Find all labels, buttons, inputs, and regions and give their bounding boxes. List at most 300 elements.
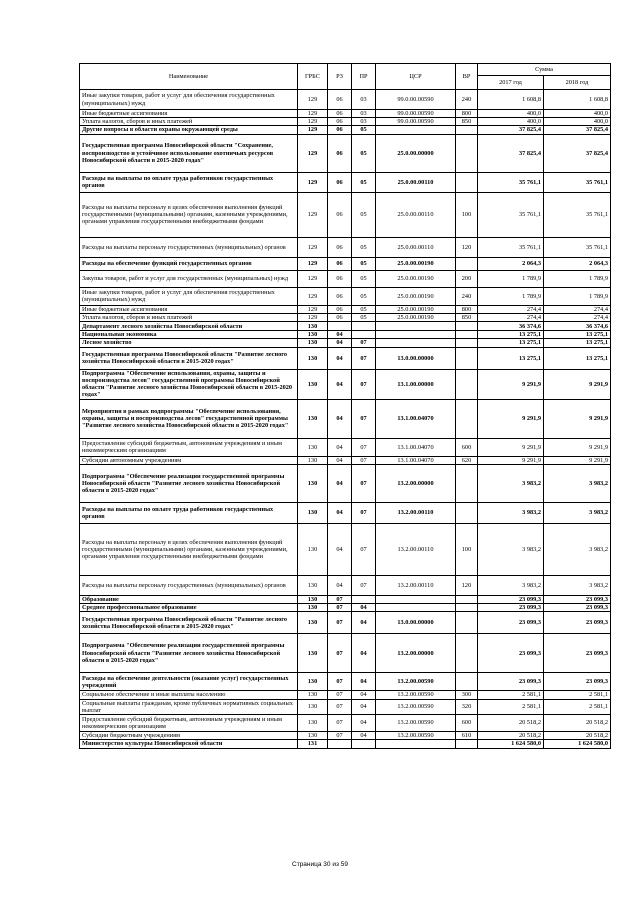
- cell-csr: 25.0.00.00000: [376, 134, 456, 172]
- cell-name: Расходы на обеспечение функций государственных органов: [80, 257, 298, 270]
- cell-2017: 35 761,1: [478, 172, 544, 192]
- cell-2018: 274,4: [544, 305, 611, 313]
- cell-rz: 07: [328, 715, 352, 732]
- cell-2018: 1 624 580,0: [544, 740, 611, 748]
- table-row: [80, 595, 611, 603]
- cell-2017: 13 275,1: [478, 347, 544, 369]
- cell-name: Расходы на выплаты персоналу государственных (муниципальных) органов: [80, 575, 298, 595]
- cell-grbs: 129: [298, 287, 328, 305]
- cell-vr: [456, 347, 478, 369]
- cell-vr: 600: [456, 438, 478, 456]
- cell-pr: 05: [352, 257, 376, 270]
- cell-name: Расходы на выплаты по оплате труда работников государственных органов: [80, 502, 298, 523]
- cell-vr: 120: [456, 575, 478, 595]
- cell-2017: 3 983,2: [478, 502, 544, 523]
- cell-rz: 06: [328, 313, 352, 321]
- cell-name: Департамент лесного хозяйства Новосибирской области: [80, 322, 298, 331]
- cell-rz: 06: [328, 126, 352, 134]
- cell-vr: 300: [456, 691, 478, 699]
- cell-csr: 25.0.00.00190: [376, 270, 456, 287]
- cell-vr: [456, 257, 478, 270]
- cell-csr: [376, 740, 456, 748]
- cell-name: Министерство культуры Новосибирской области: [80, 740, 298, 748]
- cell-grbs: 129: [298, 270, 328, 287]
- table-row: [80, 604, 611, 612]
- cell-csr: 13.1.00.04070: [376, 438, 456, 456]
- cell-csr: 13.2.00.00000: [376, 634, 456, 673]
- header-pr: ПР: [352, 64, 376, 90]
- cell-grbs: 130: [298, 339, 328, 347]
- header-csr: ЦСР: [376, 64, 456, 90]
- cell-pr: 07: [352, 369, 376, 399]
- cell-2017: 23 099,3: [478, 673, 544, 691]
- cell-rz: 06: [328, 192, 352, 237]
- cell-2017: 1 624 580,0: [478, 740, 544, 748]
- cell-grbs: 130: [298, 369, 328, 399]
- cell-name: Субсидии автономным учреждениям: [80, 456, 298, 464]
- cell-rz: 07: [328, 612, 352, 634]
- cell-2017: 3 983,2: [478, 523, 544, 575]
- cell-vr: [456, 399, 478, 438]
- cell-2017: 2 064,3: [478, 257, 544, 270]
- cell-name: Расходы на выплаты персоналу в целях обеспечения выполнения функций государственными (муниципальными) органами, казенными учреждениями, органами управления государственными внебюджетными фондами: [80, 523, 298, 575]
- cell-name: Социальные выплаты гражданам, кроме публичных нормативных социальных выплат: [80, 699, 298, 714]
- cell-name: Предоставление субсидий бюджетным, автономным учреждениям и иным некоммерческим организациям: [80, 438, 298, 456]
- cell-rz: [328, 740, 352, 748]
- cell-2018: 23 099,3: [544, 673, 611, 691]
- cell-vr: [456, 595, 478, 603]
- cell-2018: 23 099,3: [544, 612, 611, 634]
- cell-vr: 850: [456, 313, 478, 321]
- cell-vr: [456, 673, 478, 691]
- cell-2018: 274,4: [544, 313, 611, 321]
- table-row: [80, 732, 611, 740]
- cell-vr: 120: [456, 237, 478, 257]
- table-row: [80, 270, 611, 287]
- table-row: [80, 347, 611, 369]
- cell-rz: 06: [328, 110, 352, 118]
- cell-pr: 07: [352, 339, 376, 347]
- table-row: [80, 305, 611, 313]
- cell-vr: [456, 464, 478, 502]
- cell-2017: 20 518,2: [478, 715, 544, 732]
- cell-name: Иные бюджетные ассигнования: [80, 110, 298, 118]
- cell-csr: 99.0.00.00590: [376, 118, 456, 126]
- cell-grbs: 130: [298, 399, 328, 438]
- cell-vr: [456, 740, 478, 748]
- cell-rz: 07: [328, 634, 352, 673]
- cell-2018: 23 099,3: [544, 604, 611, 612]
- cell-vr: [456, 322, 478, 331]
- cell-2017: 1 789,9: [478, 287, 544, 305]
- cell-rz: 07: [328, 595, 352, 603]
- cell-name: Иные закупки товаров, работ и услуг для обеспечения государственных (муниципальных) нужд: [80, 90, 298, 110]
- cell-pr: 07: [352, 347, 376, 369]
- table-row: [80, 287, 611, 305]
- table-body: [80, 90, 611, 749]
- cell-2018: 3 983,2: [544, 464, 611, 502]
- cell-rz: 07: [328, 699, 352, 714]
- table-row: [80, 438, 611, 456]
- cell-csr: 25.0.00.00110: [376, 172, 456, 192]
- cell-grbs: 129: [298, 126, 328, 134]
- cell-rz: 06: [328, 172, 352, 192]
- cell-csr: 25.0.00.00190: [376, 313, 456, 321]
- cell-vr: 320: [456, 699, 478, 714]
- cell-name: Иные бюджетные ассигнования: [80, 305, 298, 313]
- cell-2018: 37 825,4: [544, 126, 611, 134]
- cell-pr: 05: [352, 192, 376, 237]
- cell-vr: [456, 339, 478, 347]
- cell-rz: 06: [328, 118, 352, 126]
- cell-rz: 06: [328, 237, 352, 257]
- cell-vr: 800: [456, 305, 478, 313]
- header-2018: 2018 год: [544, 76, 611, 90]
- header-sum: Сумма: [478, 64, 611, 76]
- cell-grbs: 130: [298, 595, 328, 603]
- header-name: Наименование: [80, 64, 298, 90]
- cell-2017: 37 825,4: [478, 126, 544, 134]
- cell-vr: 800: [456, 110, 478, 118]
- cell-grbs: 130: [298, 634, 328, 673]
- cell-2017: 1 608,8: [478, 90, 544, 110]
- cell-2018: 1 789,9: [544, 270, 611, 287]
- cell-2018: 3 983,2: [544, 523, 611, 575]
- cell-grbs: 130: [298, 715, 328, 732]
- cell-rz: 07: [328, 691, 352, 699]
- cell-pr: 04: [352, 604, 376, 612]
- cell-2018: 20 518,2: [544, 715, 611, 732]
- cell-rz: 04: [328, 456, 352, 464]
- cell-vr: [456, 612, 478, 634]
- table-row: [80, 523, 611, 575]
- cell-2018: 35 761,1: [544, 237, 611, 257]
- cell-grbs: 129: [298, 110, 328, 118]
- header-grbs: ГРБС: [298, 64, 328, 90]
- cell-grbs: 130: [298, 456, 328, 464]
- cell-pr: 07: [352, 464, 376, 502]
- cell-2018: 2 581,1: [544, 699, 611, 714]
- cell-2018: 13 275,1: [544, 339, 611, 347]
- table-row: [80, 192, 611, 237]
- cell-2018: 35 761,1: [544, 172, 611, 192]
- cell-2018: 2 581,1: [544, 691, 611, 699]
- cell-vr: 600: [456, 715, 478, 732]
- cell-pr: 04: [352, 699, 376, 714]
- cell-2018: 13 275,1: [544, 347, 611, 369]
- cell-2018: 20 518,2: [544, 732, 611, 740]
- cell-rz: 04: [328, 347, 352, 369]
- cell-name: Подпрограмма "Обеспечение использования, охраны, защиты и воспроизводства лесов" государственной программы Новосибирской области "Развитие лесного хозяйства Новосибирской области в 2015-2020 годах": [80, 369, 298, 399]
- cell-2017: 35 761,1: [478, 192, 544, 237]
- cell-csr: [376, 604, 456, 612]
- cell-vr: 240: [456, 287, 478, 305]
- cell-pr: 05: [352, 305, 376, 313]
- cell-vr: 100: [456, 192, 478, 237]
- cell-2017: 274,4: [478, 305, 544, 313]
- cell-grbs: 129: [298, 134, 328, 172]
- page-number: Страница 30 из 59: [292, 861, 348, 868]
- cell-2017: 13 275,1: [478, 331, 544, 339]
- cell-csr: 99.0.00.00590: [376, 110, 456, 118]
- cell-pr: 07: [352, 502, 376, 523]
- cell-2017: 274,4: [478, 313, 544, 321]
- cell-vr: 240: [456, 90, 478, 110]
- table-row: [80, 257, 611, 270]
- cell-pr: 04: [352, 732, 376, 740]
- cell-pr: 04: [352, 673, 376, 691]
- cell-2017: 9 291,9: [478, 438, 544, 456]
- cell-2018: 2 064,3: [544, 257, 611, 270]
- cell-pr: [352, 331, 376, 339]
- cell-vr: [456, 134, 478, 172]
- cell-2018: 1 608,8: [544, 90, 611, 110]
- cell-name: Расходы на обеспечение деятельности (оказание услуг) государственных учреждений: [80, 673, 298, 691]
- cell-rz: 07: [328, 673, 352, 691]
- cell-rz: 04: [328, 369, 352, 399]
- cell-csr: 99.0.00.00590: [376, 90, 456, 110]
- cell-pr: 05: [352, 287, 376, 305]
- table-row: [80, 237, 611, 257]
- cell-pr: 05: [352, 126, 376, 134]
- cell-rz: 04: [328, 339, 352, 347]
- cell-rz: 04: [328, 438, 352, 456]
- cell-csr: [376, 595, 456, 603]
- cell-2018: 23 099,3: [544, 595, 611, 603]
- cell-pr: 03: [352, 118, 376, 126]
- cell-csr: 25.0.00.00110: [376, 192, 456, 237]
- cell-2017: 3 983,2: [478, 464, 544, 502]
- cell-grbs: 130: [298, 604, 328, 612]
- cell-name: Расходы на выплаты по оплате труда работников государственных органов: [80, 172, 298, 192]
- cell-csr: 13.0.00.00000: [376, 612, 456, 634]
- table-row: [80, 313, 611, 321]
- cell-2017: 400,0: [478, 118, 544, 126]
- cell-rz: 04: [328, 575, 352, 595]
- cell-pr: 07: [352, 523, 376, 575]
- cell-grbs: 129: [298, 118, 328, 126]
- cell-2017: 23 099,3: [478, 604, 544, 612]
- cell-csr: 13.0.00.00000: [376, 347, 456, 369]
- cell-pr: 05: [352, 134, 376, 172]
- cell-csr: 13.1.00.04070: [376, 399, 456, 438]
- cell-csr: [376, 126, 456, 134]
- cell-vr: [456, 172, 478, 192]
- cell-csr: 25.0.00.00190: [376, 305, 456, 313]
- cell-name: Мероприятия в рамках подпрограммы "Обеспечение использования, охраны, защиты и воспроизводства лесов" государственной программы "Развитие лесного хозяйства Новосибирской области в 2015-2020 годах": [80, 399, 298, 438]
- cell-grbs: 130: [298, 575, 328, 595]
- cell-rz: 06: [328, 270, 352, 287]
- cell-rz: 07: [328, 732, 352, 740]
- cell-csr: 13.2.00.00590: [376, 715, 456, 732]
- cell-vr: 200: [456, 270, 478, 287]
- table-row: [80, 673, 611, 691]
- cell-name: Государственная программа Новосибирской области "Сохранение, воспроизводство и устойчивое использование охотничьих ресурсов Новосибирской области в 2015-2020 годах": [80, 134, 298, 172]
- cell-2017: 9 291,9: [478, 456, 544, 464]
- cell-grbs: 129: [298, 192, 328, 237]
- cell-pr: 07: [352, 575, 376, 595]
- cell-2018: 400,0: [544, 110, 611, 118]
- cell-grbs: 130: [298, 523, 328, 575]
- cell-csr: 13.2.00.00590: [376, 673, 456, 691]
- cell-pr: [352, 740, 376, 748]
- cell-vr: 100: [456, 523, 478, 575]
- cell-csr: 13.2.00.00590: [376, 732, 456, 740]
- table-row: [80, 502, 611, 523]
- cell-2017: 23 099,3: [478, 595, 544, 603]
- cell-pr: 03: [352, 110, 376, 118]
- cell-vr: 850: [456, 118, 478, 126]
- cell-grbs: 130: [298, 502, 328, 523]
- cell-2018: 37 825,4: [544, 134, 611, 172]
- cell-2017: 2 581,1: [478, 699, 544, 714]
- cell-csr: 13.2.00.00000: [376, 464, 456, 502]
- cell-grbs: 129: [298, 90, 328, 110]
- cell-grbs: 129: [298, 313, 328, 321]
- cell-name: Расходы на выплаты персоналу в целях обеспечения выполнения функций государственными (муниципальными) органами, казенными учреждениями, органами управления государственными внебюджетными фондами: [80, 192, 298, 237]
- cell-name: Социальное обеспечение и иные выплаты населению: [80, 691, 298, 699]
- cell-name: Субсидии бюджетным учреждениям: [80, 732, 298, 740]
- cell-2018: 3 983,2: [544, 502, 611, 523]
- cell-vr: [456, 369, 478, 399]
- cell-vr: 620: [456, 456, 478, 464]
- cell-2018: 9 291,9: [544, 438, 611, 456]
- cell-name: Закупка товаров, работ и услуг для государственных (муниципальных) нужд: [80, 270, 298, 287]
- cell-grbs: 130: [298, 691, 328, 699]
- cell-vr: [456, 502, 478, 523]
- table-row: [80, 699, 611, 714]
- cell-2018: 35 761,1: [544, 192, 611, 237]
- header-row: [80, 64, 611, 76]
- cell-rz: 04: [328, 464, 352, 502]
- cell-2017: 23 099,3: [478, 634, 544, 673]
- cell-rz: 04: [328, 523, 352, 575]
- cell-rz: 06: [328, 305, 352, 313]
- cell-rz: 06: [328, 134, 352, 172]
- table-row: [80, 322, 611, 331]
- cell-2017: 35 761,1: [478, 237, 544, 257]
- table-row: [80, 691, 611, 699]
- cell-2018: 400,0: [544, 118, 611, 126]
- cell-2018: 9 291,9: [544, 399, 611, 438]
- cell-pr: [352, 322, 376, 331]
- cell-name: Расходы на выплаты персоналу государственных (муниципальных) органов: [80, 237, 298, 257]
- cell-name: Государственная программа Новосибирской области "Развитие лесного хозяйства Новосибирской области в 2015-2020 годах": [80, 347, 298, 369]
- cell-grbs: 130: [298, 732, 328, 740]
- cell-2018: 9 291,9: [544, 456, 611, 464]
- table-row: [80, 110, 611, 118]
- cell-name: Уплата налогов, сборов и иных платежей: [80, 313, 298, 321]
- cell-vr: [456, 634, 478, 673]
- table-row: [80, 612, 611, 634]
- cell-name: Иные закупки товаров, работ и услуг для обеспечения государственных (муниципальных) нужд: [80, 287, 298, 305]
- table-row: [80, 634, 611, 673]
- cell-rz: 04: [328, 502, 352, 523]
- cell-2017: 36 374,6: [478, 322, 544, 331]
- table-row: [80, 331, 611, 339]
- cell-grbs: 130: [298, 673, 328, 691]
- cell-csr: 13.1.00.04070: [376, 456, 456, 464]
- table-row: [80, 456, 611, 464]
- cell-pr: 05: [352, 313, 376, 321]
- cell-pr: 04: [352, 612, 376, 634]
- cell-rz: 07: [328, 604, 352, 612]
- cell-csr: 13.2.00.00590: [376, 699, 456, 714]
- cell-2017: 3 983,2: [478, 575, 544, 595]
- cell-csr: 25.0.00.00190: [376, 287, 456, 305]
- cell-pr: 04: [352, 691, 376, 699]
- cell-name: Предоставление субсидий бюджетным, автономным учреждениям и иным некоммерческим организациям: [80, 715, 298, 732]
- cell-2017: 9 291,9: [478, 399, 544, 438]
- header-vr: ВР: [456, 64, 478, 90]
- cell-vr: [456, 126, 478, 134]
- cell-grbs: 130: [298, 438, 328, 456]
- cell-name: Государственная программа Новосибирской области "Развитие лесного хозяйства Новосибирской области в 2015-2020 годах": [80, 612, 298, 634]
- cell-name: Национальная экономика: [80, 331, 298, 339]
- cell-2018: 23 099,3: [544, 634, 611, 673]
- cell-grbs: 130: [298, 347, 328, 369]
- cell-csr: [376, 322, 456, 331]
- cell-grbs: 129: [298, 237, 328, 257]
- cell-name: Уплата налогов, сборов и иных платежей: [80, 118, 298, 126]
- cell-grbs: 129: [298, 257, 328, 270]
- cell-2018: 1 789,9: [544, 287, 611, 305]
- cell-pr: 05: [352, 270, 376, 287]
- cell-rz: 06: [328, 90, 352, 110]
- table-row: [80, 134, 611, 172]
- cell-csr: 25.0.00.00110: [376, 237, 456, 257]
- header-2017: 2017 год: [478, 76, 544, 90]
- cell-2018: 13 275,1: [544, 331, 611, 339]
- cell-pr: 03: [352, 90, 376, 110]
- cell-2018: 9 291,9: [544, 369, 611, 399]
- table-row: [80, 369, 611, 399]
- cell-name: Другие вопросы в области охраны окружающей среды: [80, 126, 298, 134]
- budget-table: [79, 63, 611, 749]
- cell-csr: 13.2.00.00590: [376, 691, 456, 699]
- cell-vr: [456, 331, 478, 339]
- table-row: [80, 464, 611, 502]
- cell-pr: 05: [352, 237, 376, 257]
- cell-rz: [328, 322, 352, 331]
- cell-2018: 3 983,2: [544, 575, 611, 595]
- cell-pr: 07: [352, 399, 376, 438]
- table-row: [80, 575, 611, 595]
- table-row: [80, 172, 611, 192]
- cell-2017: 2 581,1: [478, 691, 544, 699]
- cell-grbs: 131: [298, 740, 328, 748]
- cell-csr: 25.0.00.00190: [376, 257, 456, 270]
- cell-2017: 37 825,4: [478, 134, 544, 172]
- cell-name: Подпрограмма "Обеспечение реализации государственной программы Новосибирской области "Развитие лесного хозяйства Новосибирской области в 2015-2020 годах": [80, 464, 298, 502]
- table-row: [80, 399, 611, 438]
- cell-csr: 13.2.00.00110: [376, 523, 456, 575]
- cell-grbs: 130: [298, 322, 328, 331]
- cell-pr: 07: [352, 456, 376, 464]
- cell-pr: 05: [352, 172, 376, 192]
- table-row: [80, 126, 611, 134]
- cell-pr: 07: [352, 438, 376, 456]
- table-row: [80, 118, 611, 126]
- cell-grbs: 130: [298, 699, 328, 714]
- header-rz: РЗ: [328, 64, 352, 90]
- cell-rz: 06: [328, 257, 352, 270]
- cell-pr: 04: [352, 634, 376, 673]
- cell-csr: 13.2.00.00110: [376, 575, 456, 595]
- cell-name: Подпрограмма "Обеспечение реализации государственной программы Новосибирской области "Развитие лесного хозяйства Новосибирской области в 2015-2020 годах": [80, 634, 298, 673]
- cell-csr: 13.1.00.00000: [376, 369, 456, 399]
- cell-grbs: 130: [298, 612, 328, 634]
